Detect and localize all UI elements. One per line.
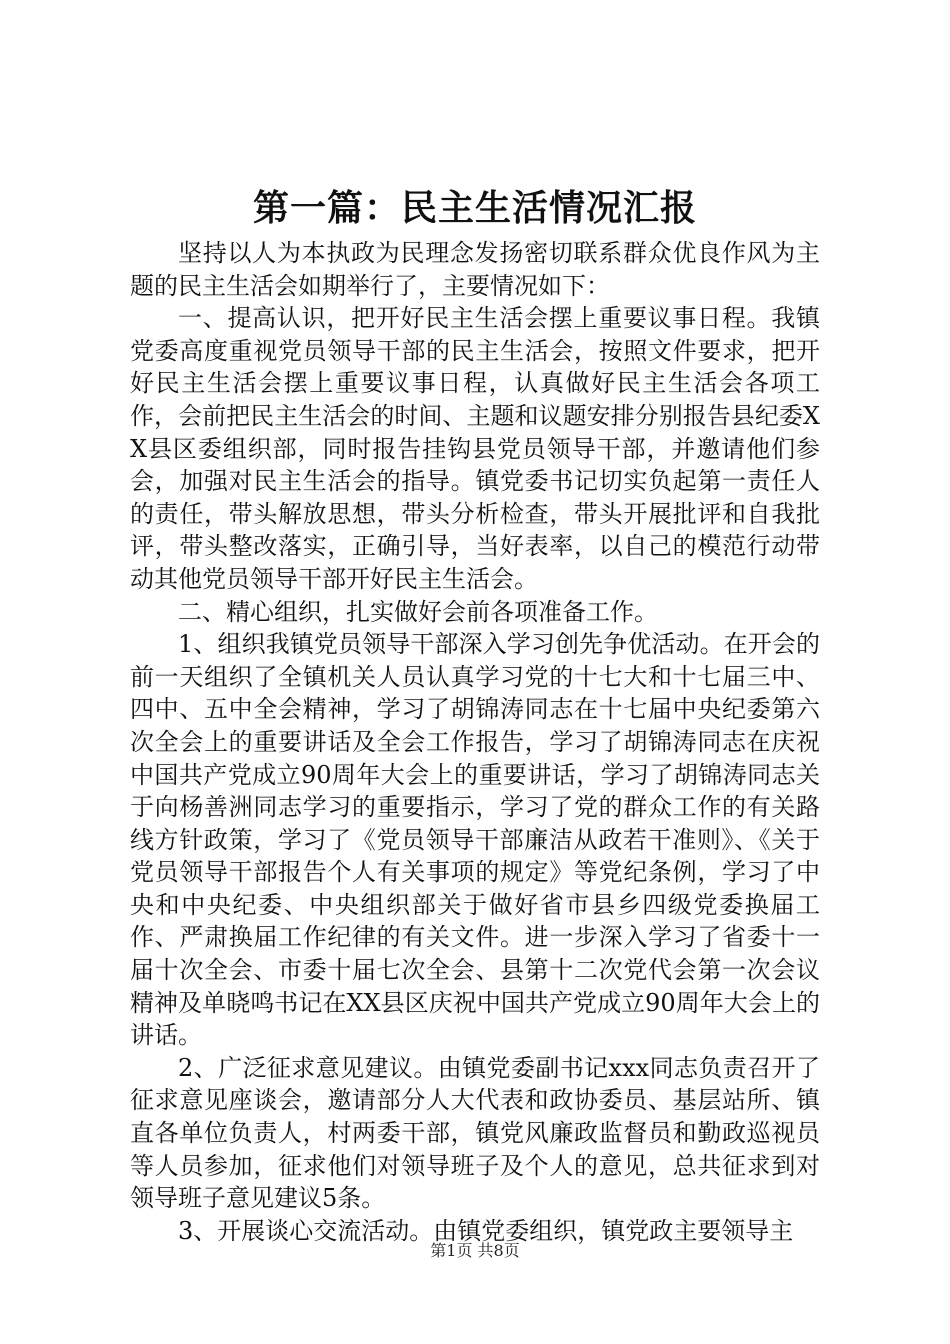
paragraph-intro: 坚持以人为本执政为民理念发扬密切联系群众优良作风为主题的民主生活会如期举行了，主要情况如下：	[130, 239, 820, 300]
paragraph-section-2-heading: 二、精心组织，扎实做好会前各项准备工作。	[178, 597, 658, 626]
document-body	[130, 237, 820, 1247]
paragraph-item-3: 3、开展谈心交流活动。由镇党委组织，镇党政主要领导主	[178, 1216, 794, 1245]
paragraph-section-1: 一、提高认识，把开好民主生活会摆上重要议事日程。我镇党委高度重视党员领导干部的民主生活会，按照文件要求，把开好民主生活会摆上重要议事日程，认真做好民主生活会各项工作，会前把民主生活会的时间、主题和议题安排分别报告县纪委XX县区委组织部，同时报告挂钩县党员领导干部，并邀请他们参会，加强对民主生活会的指导。镇党委书记切实负起第一责任人的责任，带头解放思想，带头分析检查，带头开展批评和自我批评，带头整改落实，正确引导，当好表率，以自己的模范行动带动其他党员领导干部开好民主生活会。	[130, 304, 820, 593]
paragraph-item-1: 1、组织我镇党员领导干部深入学习创先争优活动。在开会的前一天组织了全镇机关人员认真学习党的十七大和十七届三中、四中、五中全会精神，学习了胡锦涛同志在十七届中央纪委第六次全会上的重要讲话及全会工作报告，学习了胡锦涛同志在庆祝中国共产党成立90周年大会上的重要讲话，学习了胡锦涛同志关于向杨善洲同志学习的重要指示，学习了党的群众工作的有关路线方针政策，学习了《党员领导干部廉洁从政若干准则》、《关于党员领导干部报告个人有关事项的规定》等党纪条例，学习了中央和中央纪委、中央组织部关于做好省市县乡四级党委换届工作、严肃换届工作纪律的有关文件。进一步深入学习了省委十一届十次全会、市委十届七次全会、县第十二次党代会第一次会议精神及单晓鸣书记在XX县区庆祝中国共产党成立90周年大会上的讲话。	[130, 630, 820, 1050]
page-number-footer: 第1页 共8页	[430, 1241, 520, 1260]
paragraph-item-2: 2、广泛征求意见建议。由镇党委副书记xxx同志负责召开了征求意见座谈会，邀请部分人大代表和政协委员、基层站所、镇直各单位负责人，村两委干部，镇党风廉政监督员和勤政巡视员等人员参加，征求他们对领导班子及个人的意见，总共征求到对领导班子意见建议5条。	[130, 1053, 820, 1213]
document-title: 第一篇：民主生活情况汇报	[252, 188, 697, 229]
